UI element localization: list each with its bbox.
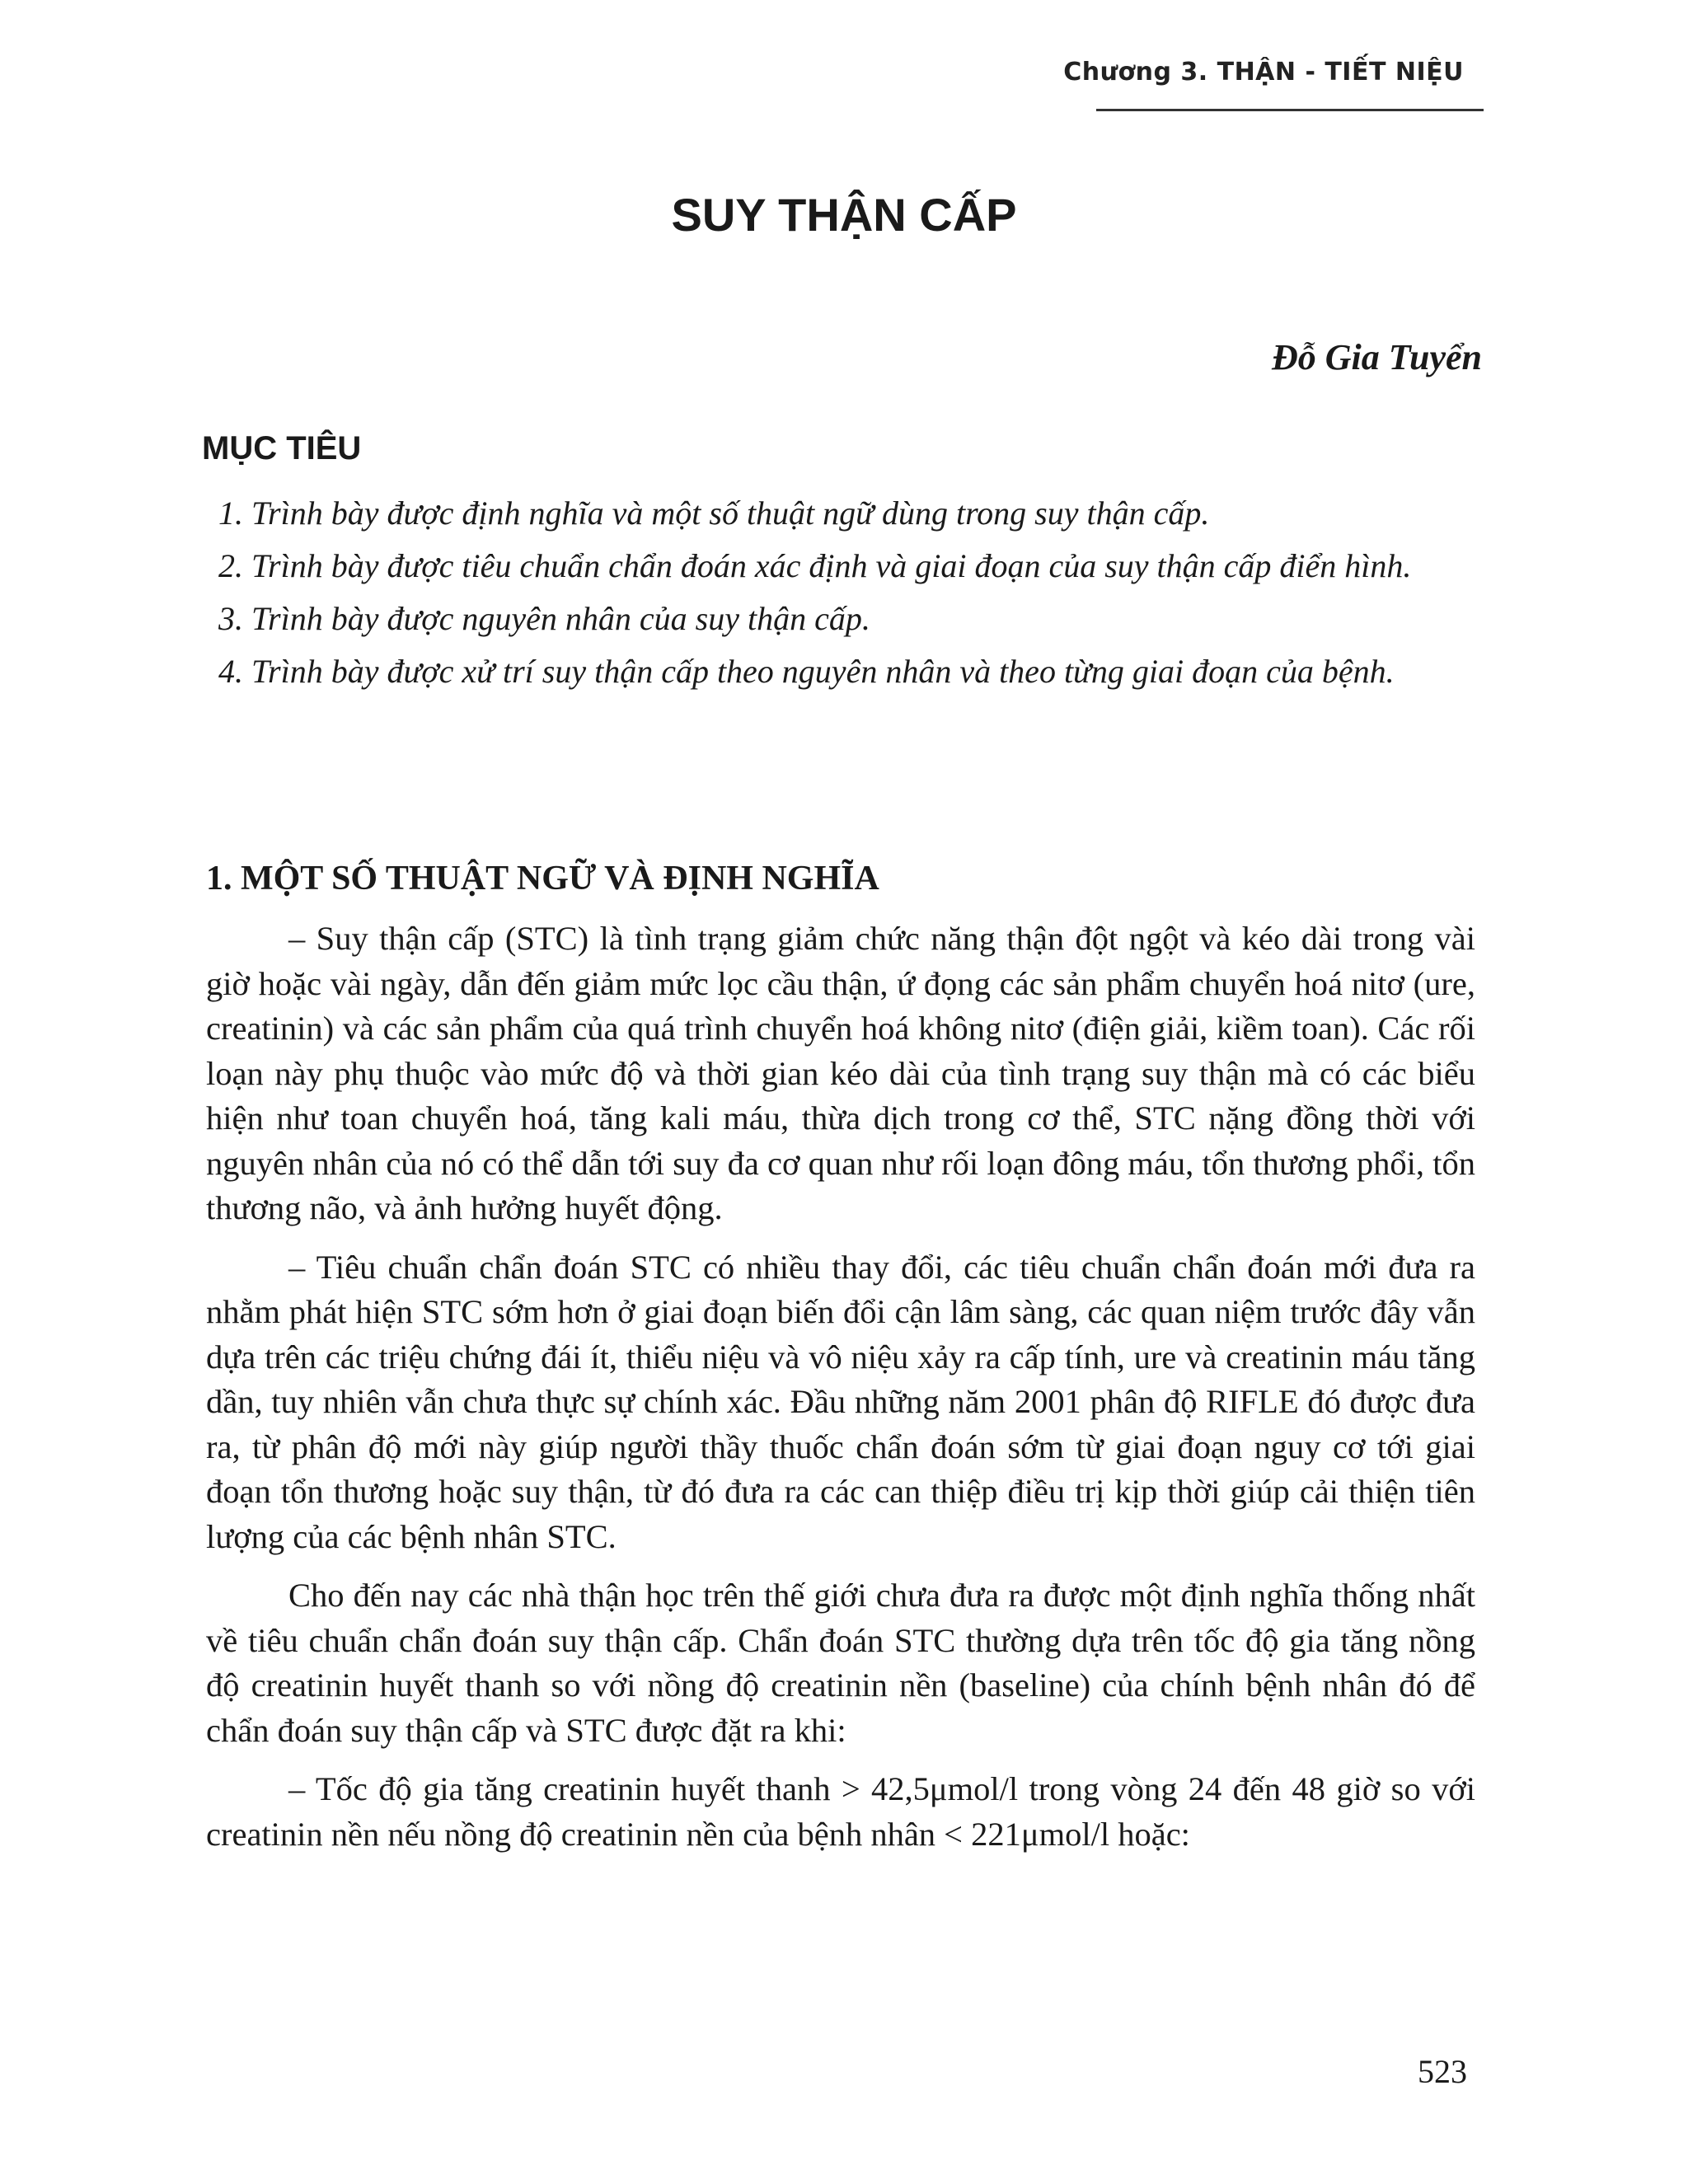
objectives-list xyxy=(218,493,1471,704)
running-head: Chương 3. THẬN - TIẾT NIỆU xyxy=(1063,58,1464,87)
paragraph: – Suy thận cấp (STC) là tình trạng giảm chức năng thận đột ngột và kéo dài trong vài giờ hoặc vài ngày, dẫn đến giảm mức lọc cầu thận, ứ đọng các sản phẩm chuyển hoá nitơ (ure, creatinin) và các sản phẩm của quá trình chuyển hoá không nitơ (điện giải, kiềm toan). Các rối loạn này phụ thuộc vào mức độ và thời gian kéo dài của tình trạng suy thận mà có các biểu hiện như toan chuyển hoá, tăng kali máu, thừa dịch trong cơ thể, STC nặng đồng thời với nguyên nhân của nó có thể dẫn tới suy đa cơ quan như rối loạn đông máu, tổn thương phổi, tổn thương não, và ảnh hưởng huyết động. xyxy=(206,920,1475,1226)
page-number: 523 xyxy=(1418,2053,1467,2090)
paragraph: – Tốc độ gia tăng creatinin huyết thanh > 42,5μmol/l trong vòng 24 đến 48 giờ so với creatinin nền nếu nồng độ creatinin nền của bệnh nhân < 221μmol/l hoặc: xyxy=(206,1770,1475,1853)
objectives-heading: MỤC TIÊU xyxy=(202,430,362,466)
header-rule xyxy=(1096,109,1484,111)
objective-item: 1. Trình bày được định nghĩa và một số thuật ngữ dùng trong suy thận cấp. xyxy=(218,494,1210,532)
objective-item: 2. Trình bày được tiêu chuẩn chẩn đoán xác định và giai đoạn của suy thận cấp điển hình. xyxy=(218,547,1412,584)
paragraph: – Tiêu chuẩn chẩn đoán STC có nhiều thay đổi, các tiêu chuẩn chẩn đoán mới đưa ra nhằm phát hiện STC sớm hơn ở giai đoạn biến đổi cận lâm sàng, các quan niệm trước đây vẫn dựa trên các triệu chứng đái ít, thiểu niệu và vô niệu xảy ra cấp tính, ure và creatinin máu tăng dần, tuy nhiên vẫn chưa thực sự chính xác. Đầu những năm 2001 phân độ RIFLE đó được đưa ra, từ phân độ mới này giúp người thầy thuốc chẩn đoán sớm từ giai đoạn nguy cơ tới giai đoạn tổn thương hoặc suy thận, từ đó đưa ra các can thiệp điều trị kịp thời giúp cải thiện tiên lượng của các bệnh nhân STC. xyxy=(206,1248,1475,1555)
objective-item: 3. Trình bày được nguyên nhân của suy thận cấp. xyxy=(218,600,870,637)
objective-item: 4. Trình bày được xử trí suy thận cấp theo nguyên nhân và theo từng giai đoạn của bệnh. xyxy=(218,653,1395,690)
section-heading: 1. MỘT SỐ THUẬT NGỮ VÀ ĐỊNH NGHĨA xyxy=(206,860,879,898)
section-body xyxy=(206,916,1475,1871)
page-title: SUY THẬN CẤP xyxy=(671,189,1017,241)
paragraph: Cho đến nay các nhà thận học trên thế giới chưa đưa ra được một định nghĩa thống nhất về tiêu chuẩn chẩn đoán suy thận cấp. Chẩn đoán STC thường dựa trên tốc độ gia tăng nồng độ creatinin huyết thanh so với nồng độ creatinin nền (baseline) của chính bệnh nhân đó để chẩn đoán suy thận cấp và STC được đặt ra khi: xyxy=(206,1577,1475,1749)
author: Đỗ Gia Tuyển xyxy=(1271,337,1482,377)
